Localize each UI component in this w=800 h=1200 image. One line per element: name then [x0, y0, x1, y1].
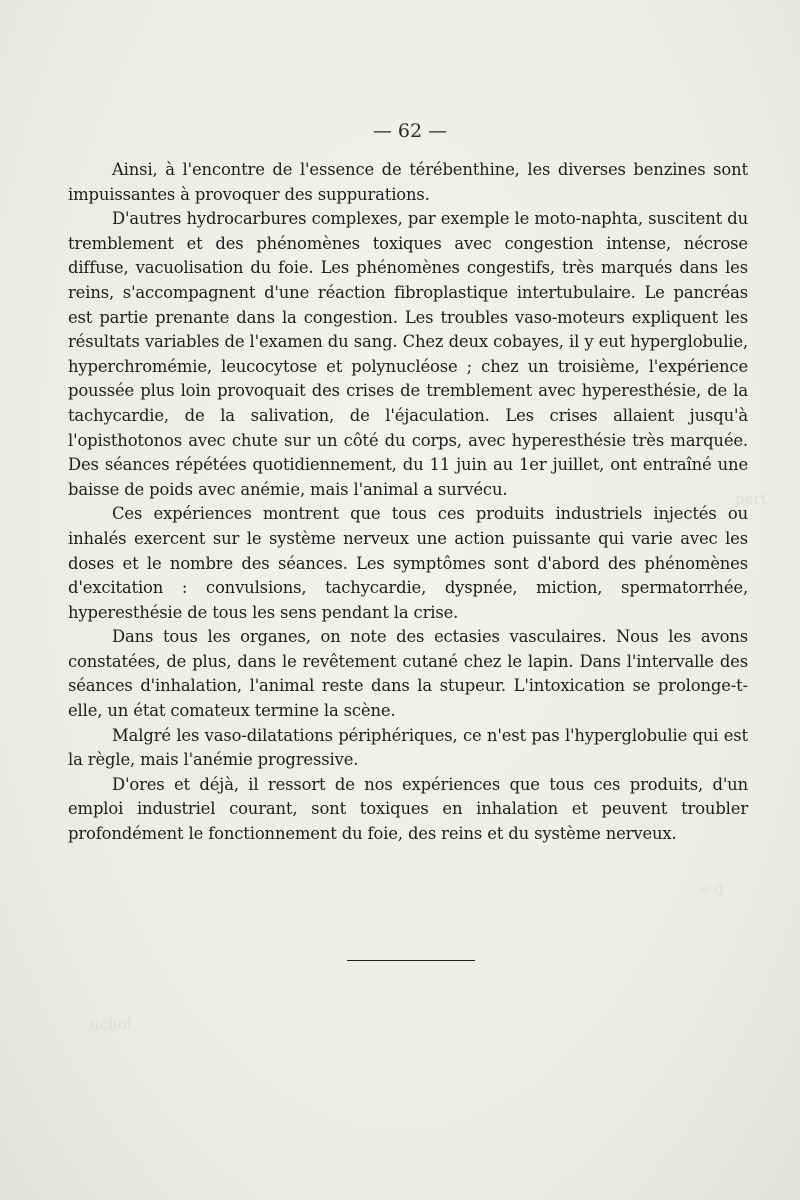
show-through-2: e d: [700, 880, 724, 898]
body-text: [68, 158, 748, 847]
closing-rule: [347, 960, 475, 961]
paragraph-4: Dans tous les organes, on note des ectasies vasculaires. Nous les avons constatées, de plus, dans le revêtement cutané chez le lapin. Dans l'intervalle des séances d'inhalation, l'animal reste dans la stupeur. L'intoxication se prolonge-t-elle, un état comateux termine la scène.: [68, 627, 748, 721]
paragraph-5: Malgré les vaso-dilatations périphériques, ce n'est pas l'hyperglobulie qui est la règle, mais l'anémie progressive.: [68, 725, 748, 770]
paragraph-1: Ainsi, à l'encontre de l'essence de térébenthine, les diverses benzines sont impuissantes à provoquer des suppurations.: [68, 160, 748, 204]
paragraph-3: Ces expériences montrent que tous ces produits industriels injectés ou inhalés exercent sur le système nerveux une action puissante qui varie avec les doses et le nombre des séances. Les symptômes sont d'abord des phénomènes d'excitation : convulsions, tachycardie, dyspnée, miction, spermatorrhée, hyperesthésie de tous les sens pendant la crise.: [68, 504, 748, 622]
paragraph-6: D'ores et déjà, il ressort de nos expériences que tous ces produits, d'un emploi industriel courant, sont toxiques en inhalation et peuvent troubler profondément le fonctionnement du foie, des reins et du système nerveux.: [68, 774, 748, 844]
page-number: — 62 —: [372, 120, 448, 142]
show-through-3: uchol: [90, 1015, 132, 1033]
paragraph-2: D'autres hydrocarbures complexes, par exemple le moto-naphta, suscitent du tremblement et des phénomènes toxiques avec congestion intense, nécrose diffuse, vacuolisation du foie. Les phénomènes congestifs, très marqués dans les reins, s'accompagnent d'une réaction fibroplastique intertubulaire. Le pancréas est partie prenante dans la congestion. Les troubles vaso-moteurs expliquent les résultats variables de l'examen du sang. Chez deux cobayes, il y eut hyperglobulie, hyperchromémie, leucocytose et polynucléose ; chez un troisième, l'expérience poussée plus loin provoquait des crises de tremblement avec hyperesthésie, de la tachycardie, de la salivation, de l'éjaculation. Les crises allaient jusqu'à l'opisthotonos avec chute sur un côté du corps, avec hyperesthésie très marquée. Des séances répétées quotidiennement, du 11 juin au 1er juillet, ont entraîné une baisse de poids avec anémie, mais l'animal a survécu.: [68, 209, 748, 499]
show-through-1: pert: [735, 490, 767, 508]
